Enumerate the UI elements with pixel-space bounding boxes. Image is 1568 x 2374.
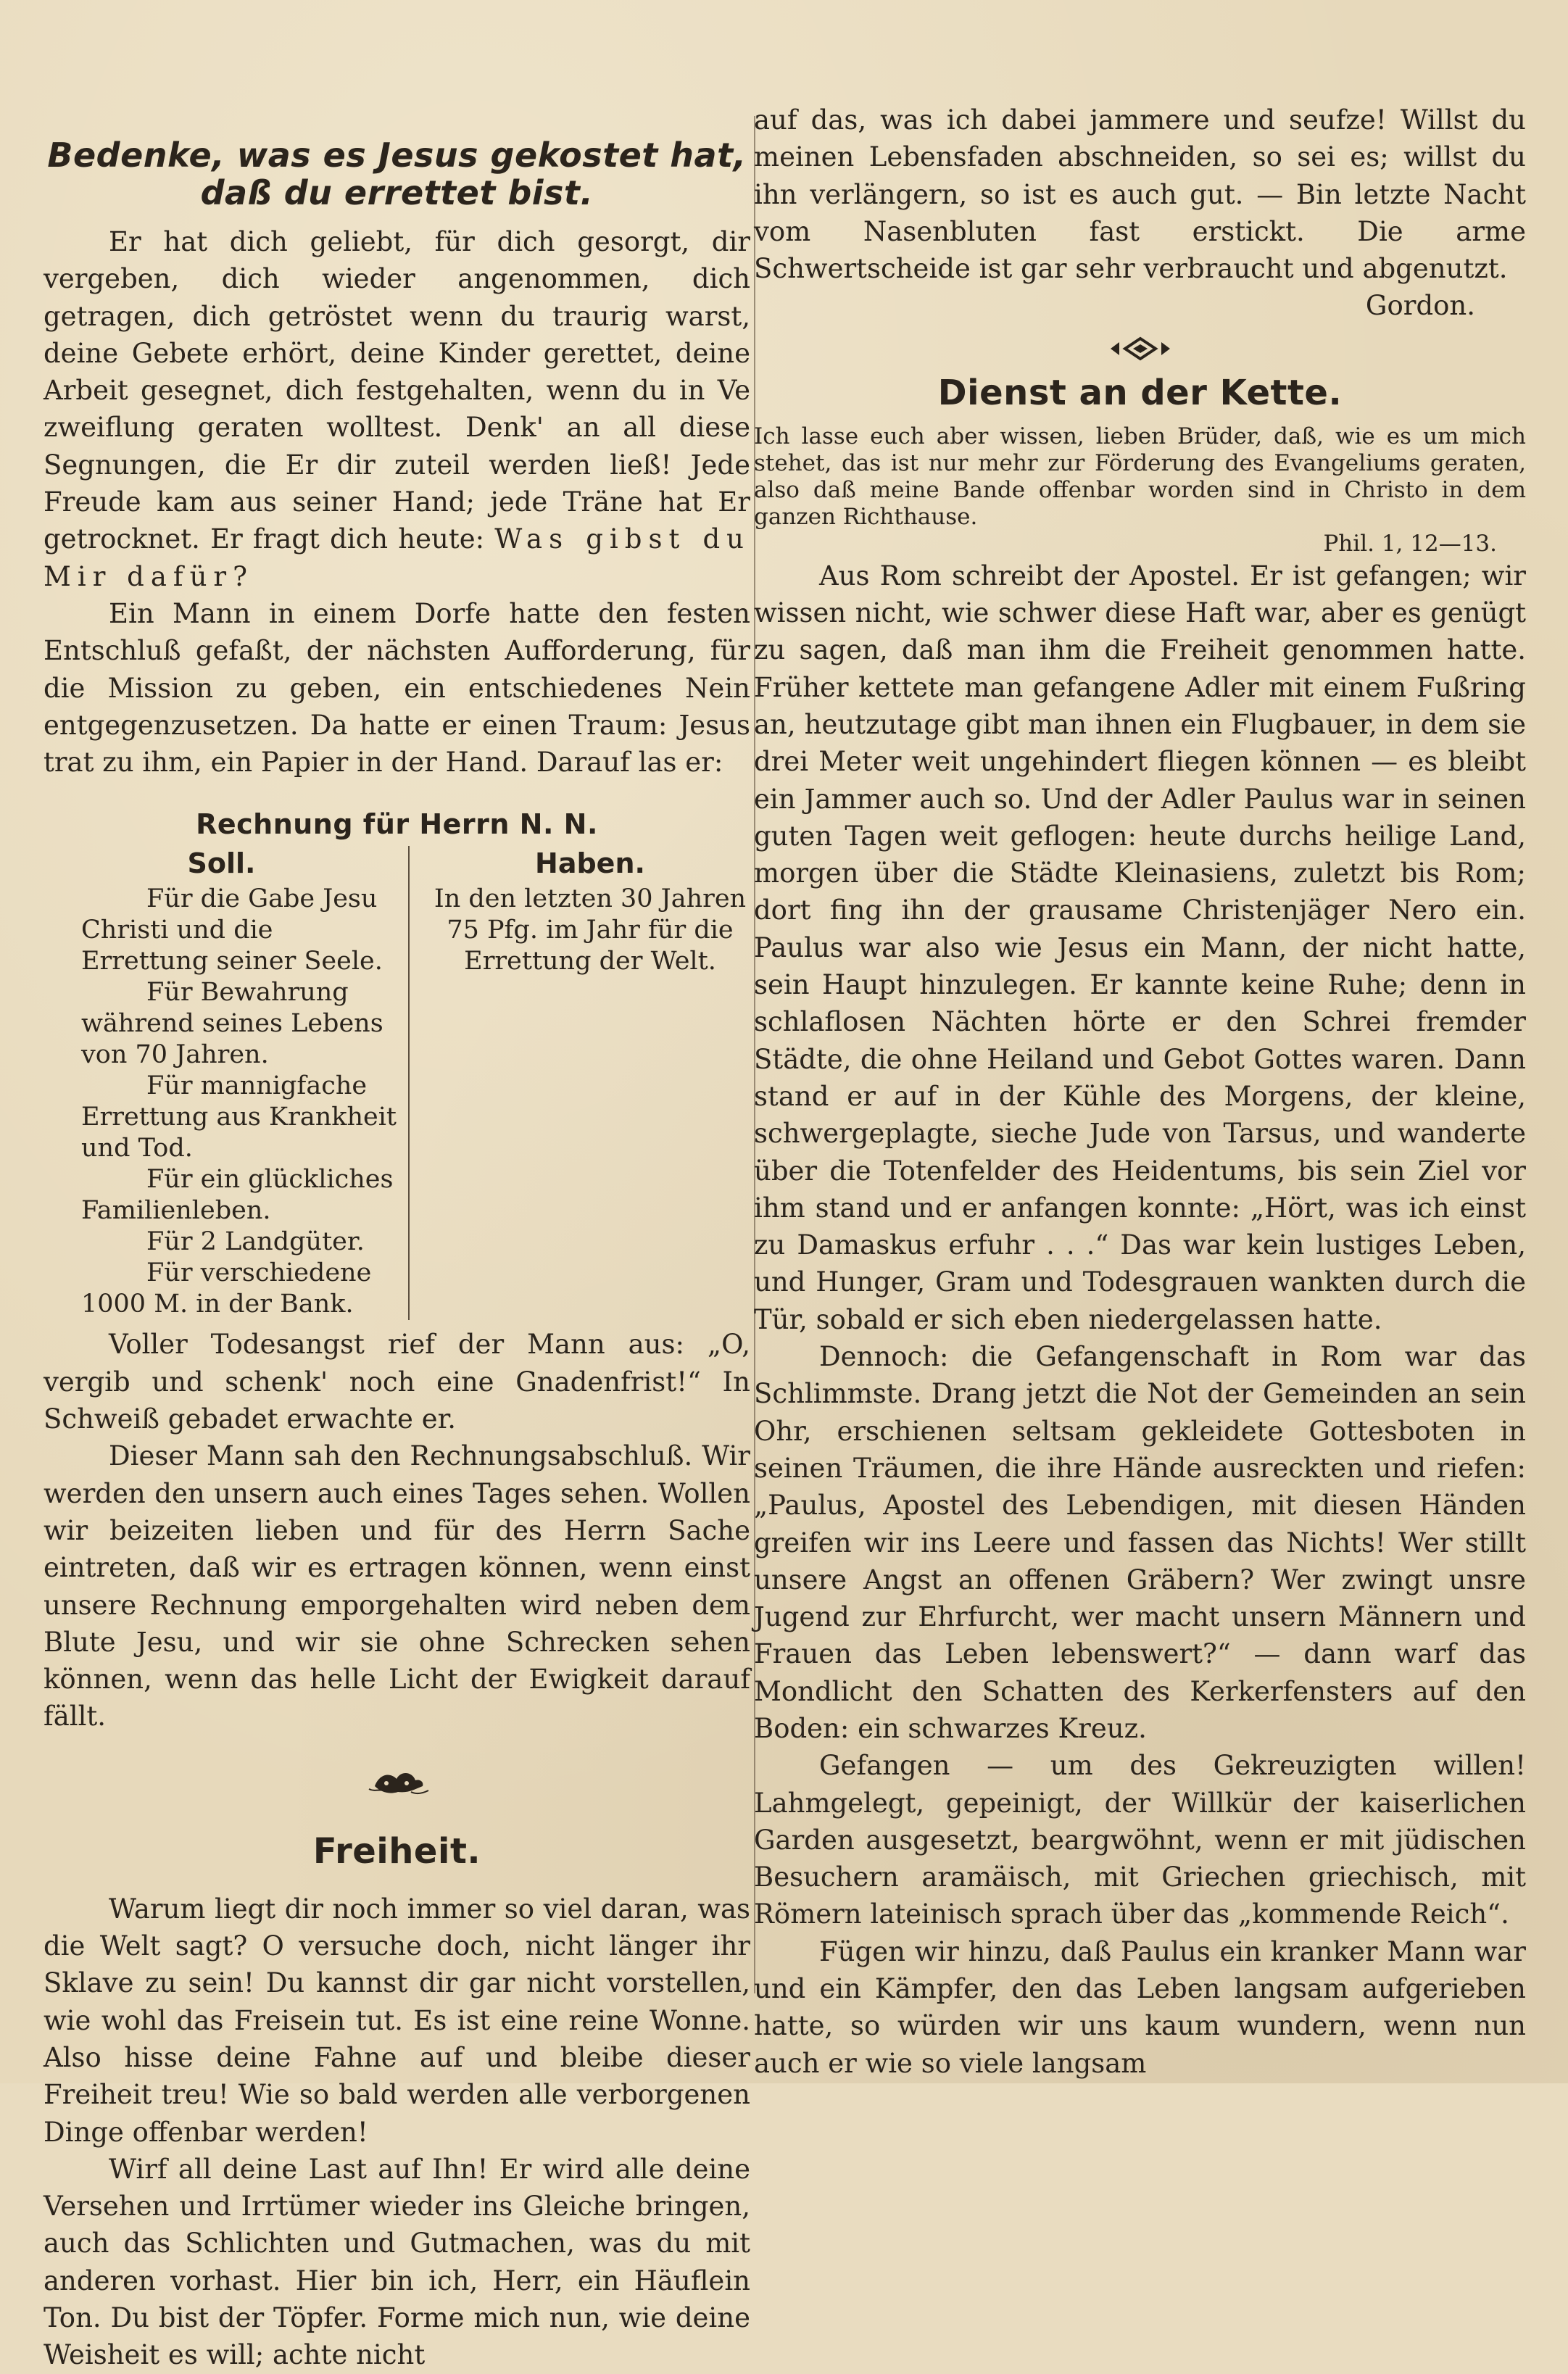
fleuron-icon (365, 1767, 430, 1799)
paragraph: Aus Rom schreibt der Apostel. Er ist gefangen; wir wissen nicht, wie schwer diese Haft war, aber es genügt zu sagen, daß man ihm die Freiheit genommen hatte. Früher kettete man gefangene Adler mit einem Fußring an, heutzutage gibt man ihnen ein Flugbauer, in dem sie drei Meter weit ungehindert fliegen können — es bleibt ein Jammer auch so. Und der Adler Paulus war in seinen guten Tagen weit geflogen: heute durchs heilige Land, morgen über die Städte Kleinasiens, zuletzt bis Rom; dort fing ihn der grausame Christenjäger Nero ein. Paulus war also wie Jesus ein Mann, der nicht hatte, sein Haupt hinzulegen. Er kannte keine Ruhe; denn in schlaflosen Nächten hörte er den Schrei fremder Städte, die ohne Heiland und Gebot Gottes waren. Dann stand er auf in der Kühle des Morgens, der kleine, schwergeplagte, sieche Jude von Tarsus, und wanderte über die Totenfelder des Heidentums, bis sein Ziel vor ihm stand und er anfangen konnte: „Hört, was ich einst zu Damaskus erfuhr . . .“ Das war kein lustiges Leben, und Hunger, Gram und Todesgrauen wankten durch die Tür, sobald er sich eben niedergelassen hatte. (754, 560, 1526, 1335)
title-line-1: Bedenke, was es Jesus gekostet hat, (47, 136, 747, 175)
gordon-quote (754, 101, 1526, 325)
invoice-ledger (43, 846, 750, 1320)
diamond-icon (1108, 336, 1173, 361)
article-dienst (754, 373, 1526, 2082)
bible-motto (754, 423, 1526, 557)
ledger-soll-header: Soll. (187, 847, 256, 880)
ledger-item: In den letzten 30 Jahren 75 Pfg. im Jahr für die Errettung der Welt. (434, 884, 747, 976)
paragraph: Fügen wir hinzu, daß Paulus ein kranker Mann war und ein Kämpfer, den das Leben langsam aufgerieben hatte, so würden wir uns kaum wundern, wenn nun auch er wie so viele langsam (754, 1935, 1526, 2079)
signature: Gordon. (1365, 290, 1475, 322)
paragraph: Warum liegt dir noch immer so viel daran, was die Welt sagt? O versuche doch, nicht länger ihr Sklave zu sein! Du kannst dir gar nicht vorstellen, wie wohl das Freisein tut. Es ist eine reine Wonne. Also hisse deine Fahne auf und bleibe dieser Freiheit treu! Wie so bald werden alle verborgenen Dinge offenbar werden! (43, 1893, 750, 2148)
invoice-section (43, 807, 750, 1735)
article-title-dienst: Dienst an der Kette. (937, 372, 1343, 413)
ledger-item: Für 2 Landgüter. (146, 1227, 365, 1257)
article-title-bedenke (43, 136, 750, 212)
ledger-haben-column (410, 846, 750, 1320)
paragraph: auf das, was ich dabei jammere und seufze! Willst du meinen Lebensfaden abschneiden, so sei es; willst du ihn verlängern, so ist es auch gut. — Bin letzte Nacht vom Nasenbluten fast erstickt. Die arme Schwertscheide ist gar sehr verbraucht und abgenutzt. (754, 104, 1526, 285)
article-freiheit (43, 1831, 750, 2374)
article-bedenke (43, 136, 750, 781)
ledger-item: Für die Gabe Jesu Christi und die Errettung seiner Seele. (81, 884, 383, 976)
paragraph: Wirf all deine Last auf Ihn! Er wird alle deine Versehen und Irrtümer wieder ins Gleiche bringen, auch das Schlichten und Gutmachen, was du mit anderen vorhast. Hier bin ich, Herr, ein Häuflein Ton. Du bist der Töpfer. Forme mich nun, wie deine Weisheit es will; achte nicht (43, 2153, 750, 2371)
paragraph: Gefangen — um des Gekreuzigten willen! Lahmgelegt, gepeinigt, der Willkür der kaiserlichen Garden ausgesetzt, beargwöhnt, wenn er mit jüdischen Besuchern aramäisch, mit Griechen griechisch, mit Römern lateinisch sprach über das „kommende Reich“. (754, 1750, 1526, 1930)
right-column (754, 101, 1526, 2082)
paragraph: Ein Mann in einem Dorfe hatte den festen Entschluß gefaßt, der nächsten Aufforderung, für die Mission zu geben, ein entschiedenes Nein entgegenzusetzen. Da hatte er einen Traum: Jesus trat zu ihm, ein Papier in der Hand. Darauf las er: (43, 597, 750, 779)
emphasized-question: Was gibst du Mir dafür? (43, 523, 750, 592)
invoice-title: Rechnung für Herrn N. N. (196, 808, 598, 841)
title-line-2: daß du errettet bist. (200, 173, 594, 212)
paragraph: Dieser Mann sah den Rechnungsabschluß. Wir werden den unsern auch eines Tages sehen. Wollen wir beizeiten lieben und für des Herrn Sache eintreten, daß wir es ertragen können, wenn einst unsere Rechnung emporgehalten wird neben dem Blute Jesu, und wir sie ohne Schrecken sehen können, wenn das helle Licht der Ewigkeit darauf fällt. (43, 1440, 750, 1732)
paragraph: Voller Todesangst rief der Mann aus: „O, vergib und schenk' noch eine Gnadenfrist!“ In Schweiß gebadet erwachte er. (43, 1329, 750, 1435)
fleuron-ornament-icon (43, 1767, 750, 1799)
ledger-item: Für mannigfache Errettung aus Krankheit und Tod. (81, 1071, 397, 1163)
article-title-freiheit: Freiheit. (312, 1830, 481, 1872)
diamond-ornament-icon (754, 336, 1526, 361)
ledger-soll-column (43, 846, 410, 1320)
ledger-item: Für ein glückliches Familienleben. (81, 1165, 394, 1226)
ledger-item: Für verschiedene 1000 M. in der Bank. (81, 1258, 372, 1319)
ledger-haben-header: Haben. (535, 847, 645, 880)
left-column (43, 109, 750, 2374)
ledger-item: Für Bewahrung während seines Lebens von 70 Jahren. (81, 978, 383, 1070)
motto-text: Ich lasse euch aber wissen, lieben Brüder, daß, wie es um mich stehet, das ist nur mehr zur Förderung des Evangeliums geraten, also daß meine Bande offenbar worden sind in Christo in dem ganzen Richthause. (754, 423, 1526, 530)
paragraph: Dennoch: die Gefangenschaft in Rom war das Schlimmste. Drang jetzt die Not der Gemeinden an sein Ohr, erschienen seltsam gekleidete Gottesboten in seinen Träumen, die ihre Hände ausreckten und riefen: „Paulus, Apostel des Lebendigen, mit diesen Händen greifen wir ins Leere und fassen das Nichts! Wer stillt unsere Angst an offenen Gräbern? Wer zwingt unsre Jugend zur Ehrfurcht, wer macht unsern Männern und Frauen das Leben lebenswert?“ — dann warf das Mondlicht den Schatten des Kerkerfensters auf den Boden: ein schwarzes Kreuz. (754, 1341, 1526, 1744)
motto-reference: Phil. 1, 12—13. (1323, 530, 1497, 557)
paragraph-text: Er hat dich geliebt, für dich gesorgt, dir vergeben, dich wieder angenommen, dich getragen, dich getröstet wenn du traurig warst, deine Gebete erhört, deine Kinder gerettet, deine Arbeit gesegnet, dich festgehalten, wenn du in Ve zweiflung geraten wolltest. Denk' an all diese Segnungen, die Er dir zuteil werden ließ! Jede Freude kam aus seiner Hand; jede Träne hat Er getrocknet. Er fragt dich heute: (43, 226, 750, 555)
paragraph (43, 223, 750, 595)
